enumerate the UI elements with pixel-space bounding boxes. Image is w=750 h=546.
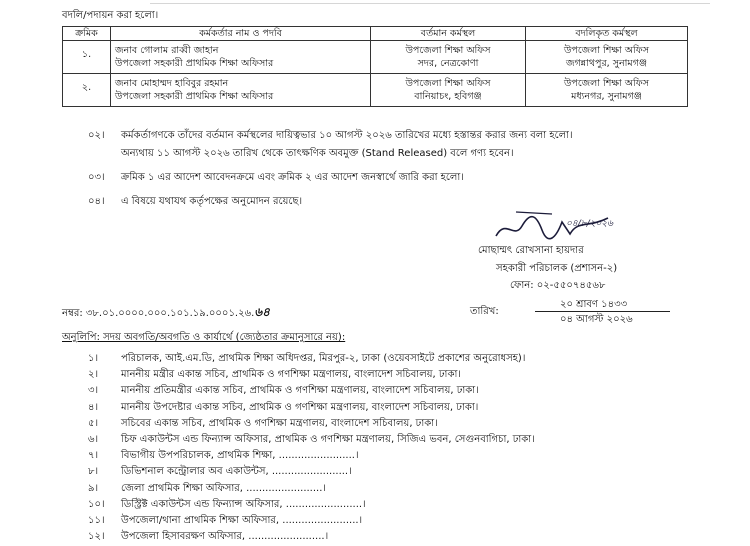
memo-number-prefix: নম্বর: ৩৮.০১.০০০০.০০০.১০১.১৯.০০০১.২৬. (62, 308, 255, 319)
transfer-office: উপজেলা শিক্ষা অফিস (564, 78, 649, 89)
memo-number-handwritten: ৬৪ (254, 305, 270, 319)
current-office: উপজেলা শিক্ষা অফিস (405, 45, 491, 56)
paragraph-number: ০৩। (88, 172, 105, 183)
transfer-location: জগন্নাথপুর, সুনামগঞ্জ (565, 58, 648, 69)
transfer-office: উপজেলা শিক্ষা অফিস (564, 45, 649, 56)
copy-list-item: মাননীয় উপদেষ্টার একান্ত সচিব, প্রাথমিক ও গণশিক্ষা মন্ত্রণালয়, বাংলাদেশ সচিবালয়, ঢাকা। (121, 401, 479, 413)
copy-list-number: ১। (88, 353, 99, 364)
table-cell-officer (111, 74, 371, 107)
copy-list-number: ১১। (88, 515, 105, 526)
transfer-table (62, 26, 688, 107)
copy-list-number: ৪। (88, 401, 99, 413)
table-header: বর্তমান কর্মস্থল (371, 27, 526, 41)
officer-designation: উপজেলা সহকারী প্রাথমিক শিক্ষা অফিসার (115, 58, 274, 69)
copy-list-item: মাননীয় প্রতিমন্ত্রীর একান্ত সচিব, প্রাথমিক ও গণশিক্ষা মন্ত্রণালয়, বাংলাদেশ সচিবালয়, ঢাকা। (121, 385, 479, 397)
copy-list-number: ৬। (88, 434, 99, 445)
copy-list-number: ৭। (88, 450, 99, 462)
officer-name: জনাব গোলাম রাব্বী জাহান (115, 45, 219, 56)
copy-list-number: ১২। (88, 531, 105, 543)
intro-line: বদলি/পদায়ন করা হলো। (62, 10, 159, 21)
date-bangla: ২০ শ্রাবণ ১৪৩৩ (560, 299, 628, 310)
paragraph-text: অন্যথায় ১১ আগস্ট ২০২৬ তারিখ থেকে তাৎক্ষণিক অবমুক্ত (Stand Released) বলে গণ্য হবেন। (121, 148, 514, 159)
paragraph-text: ক্রমিক ১ এর আদেশ আবেদনক্রমে এবং ক্রমিক ২ এর আদেশ জনস্বার্থে জারি করা হলো। (121, 172, 464, 183)
signature-date: ০৪/৮/২০২৬ (566, 219, 614, 229)
signatory-title: সহকারী পরিচালক (প্রশাসন-২) (496, 263, 618, 274)
copy-list-number: ৩। (88, 385, 99, 397)
date-label: তারিখ: (470, 306, 499, 317)
copy-list-item: জেলা প্রাথমিক শিক্ষা অফিসার, ........................। (121, 482, 326, 494)
copy-list-item: উপজেলা/থানা প্রাথমিক শিক্ষা অফিসার, ........................। (121, 515, 363, 526)
table-header: ক্রমিক (63, 27, 111, 41)
signatory-name: মোছাম্মৎ রোখসানা হায়দার (478, 245, 584, 256)
transfer-location: মধ্যনগর, সুনামগঞ্জ (571, 91, 642, 102)
copy-list-item: ডিভিশনাল কন্ট্রোলার অব একাউন্টস, ........................। (121, 466, 352, 478)
table-cell-serial: ২. (63, 74, 111, 107)
table-header: বদলিকৃত কর্মস্থল (526, 27, 688, 41)
date-english: ০৪ আগস্ট ২০২৬ (560, 314, 633, 325)
officer-name: জনাব মোহাম্মদ হাবিবুর রহমান (115, 78, 229, 89)
paragraph-number: ০২। (88, 130, 105, 141)
copy-list-item: ডিস্ট্রিক্ট একাউন্টস এন্ড ফিন্যান্স অফিসার, ........................। (121, 498, 366, 510)
copy-list-number: ৯। (88, 482, 99, 494)
copy-list-item: চিফ একাউন্টস এন্ড ফিন্যান্স অফিসার, প্রাথমিক ও গণশিক্ষা মন্ত্রণালয়, সিজিএ ভবন, সেগুনবাগিচা, ঢাকা। (121, 434, 535, 445)
copy-list-item: মাননীয় মন্ত্রীর একান্ত সচিব, প্রাথমিক ও গণশিক্ষা মন্ত্রণালয়, বাংলাদেশ সচিবালয়, ঢাকা। (121, 369, 461, 381)
table-cell-current (371, 74, 526, 107)
copy-list-item: সচিবের একান্ত সচিব, প্রাথমিক ও গণশিক্ষা মন্ত্রণালয়, বাংলাদেশ সচিবালয়, ঢাকা। (121, 417, 438, 429)
table-header-row (63, 27, 688, 41)
copy-list-item: উপজেলা হিসাবরক্ষণ অফিসার, ........................। (121, 531, 329, 543)
memo-number (62, 304, 270, 324)
copy-list-number: ৫। (88, 417, 99, 429)
table-cell-serial: ১. (63, 41, 111, 74)
current-location: বানিয়াচং, হবিগঞ্জ (414, 91, 482, 102)
paragraph-text: কর্মকর্তাগণকে তাঁদের বর্তমান কর্মস্থলের দায়িত্বভার ১০ আগস্ট ২০২৬ তারিখের মধ্যে হস্তান্তর করার জন্য বলা হলো। (121, 130, 573, 141)
copy-heading: অনুলিপি: সদয় অবগতি/অবগতি ও কার্যার্থে (জ্যেষ্ঠতার ক্রমানুসারে নয়): (62, 332, 346, 343)
officer-designation: উপজেলা সহকারী প্রাথমিক শিক্ষা অফিসার (115, 91, 274, 102)
current-office: উপজেলা শিক্ষা অফিস (405, 78, 491, 89)
table-row (63, 74, 688, 107)
paragraph-number: ০৪। (88, 196, 105, 207)
copy-list-number: ২। (88, 369, 99, 381)
signatory-phone: ফোন: ০২-৫৫০৭৪৫৬৮ (510, 280, 606, 291)
table-cell-officer (111, 41, 371, 74)
copy-list-item: পরিচালক, আই.এম.ডি, প্রাথমিক শিক্ষা অধিদপ্তর, মিরপুর-২, ঢাকা (ওয়েবসাইটে প্রকাশের অনুরোধসহ)। (121, 353, 526, 364)
copy-list-item: বিভাগীয় উপপরিচালক, প্রাথমিক শিক্ষা, ........................। (121, 450, 359, 462)
top-cutoff-line (150, 0, 710, 4)
paragraph-text: এ বিষয়ে যথাযথ কর্তৃপক্ষের অনুমোদন রয়েছে। (121, 196, 303, 207)
table-cell-transfer (526, 74, 688, 107)
copy-list-number: ১০। (88, 498, 105, 510)
table-row (63, 41, 688, 74)
copy-list-number: ৮। (88, 466, 99, 478)
current-location: সদর, নেত্রকোণা (417, 58, 479, 69)
table-cell-current (371, 41, 526, 74)
table-header: কর্মকর্তার নাম ও পদবি (111, 27, 371, 41)
table-cell-transfer (526, 41, 688, 74)
